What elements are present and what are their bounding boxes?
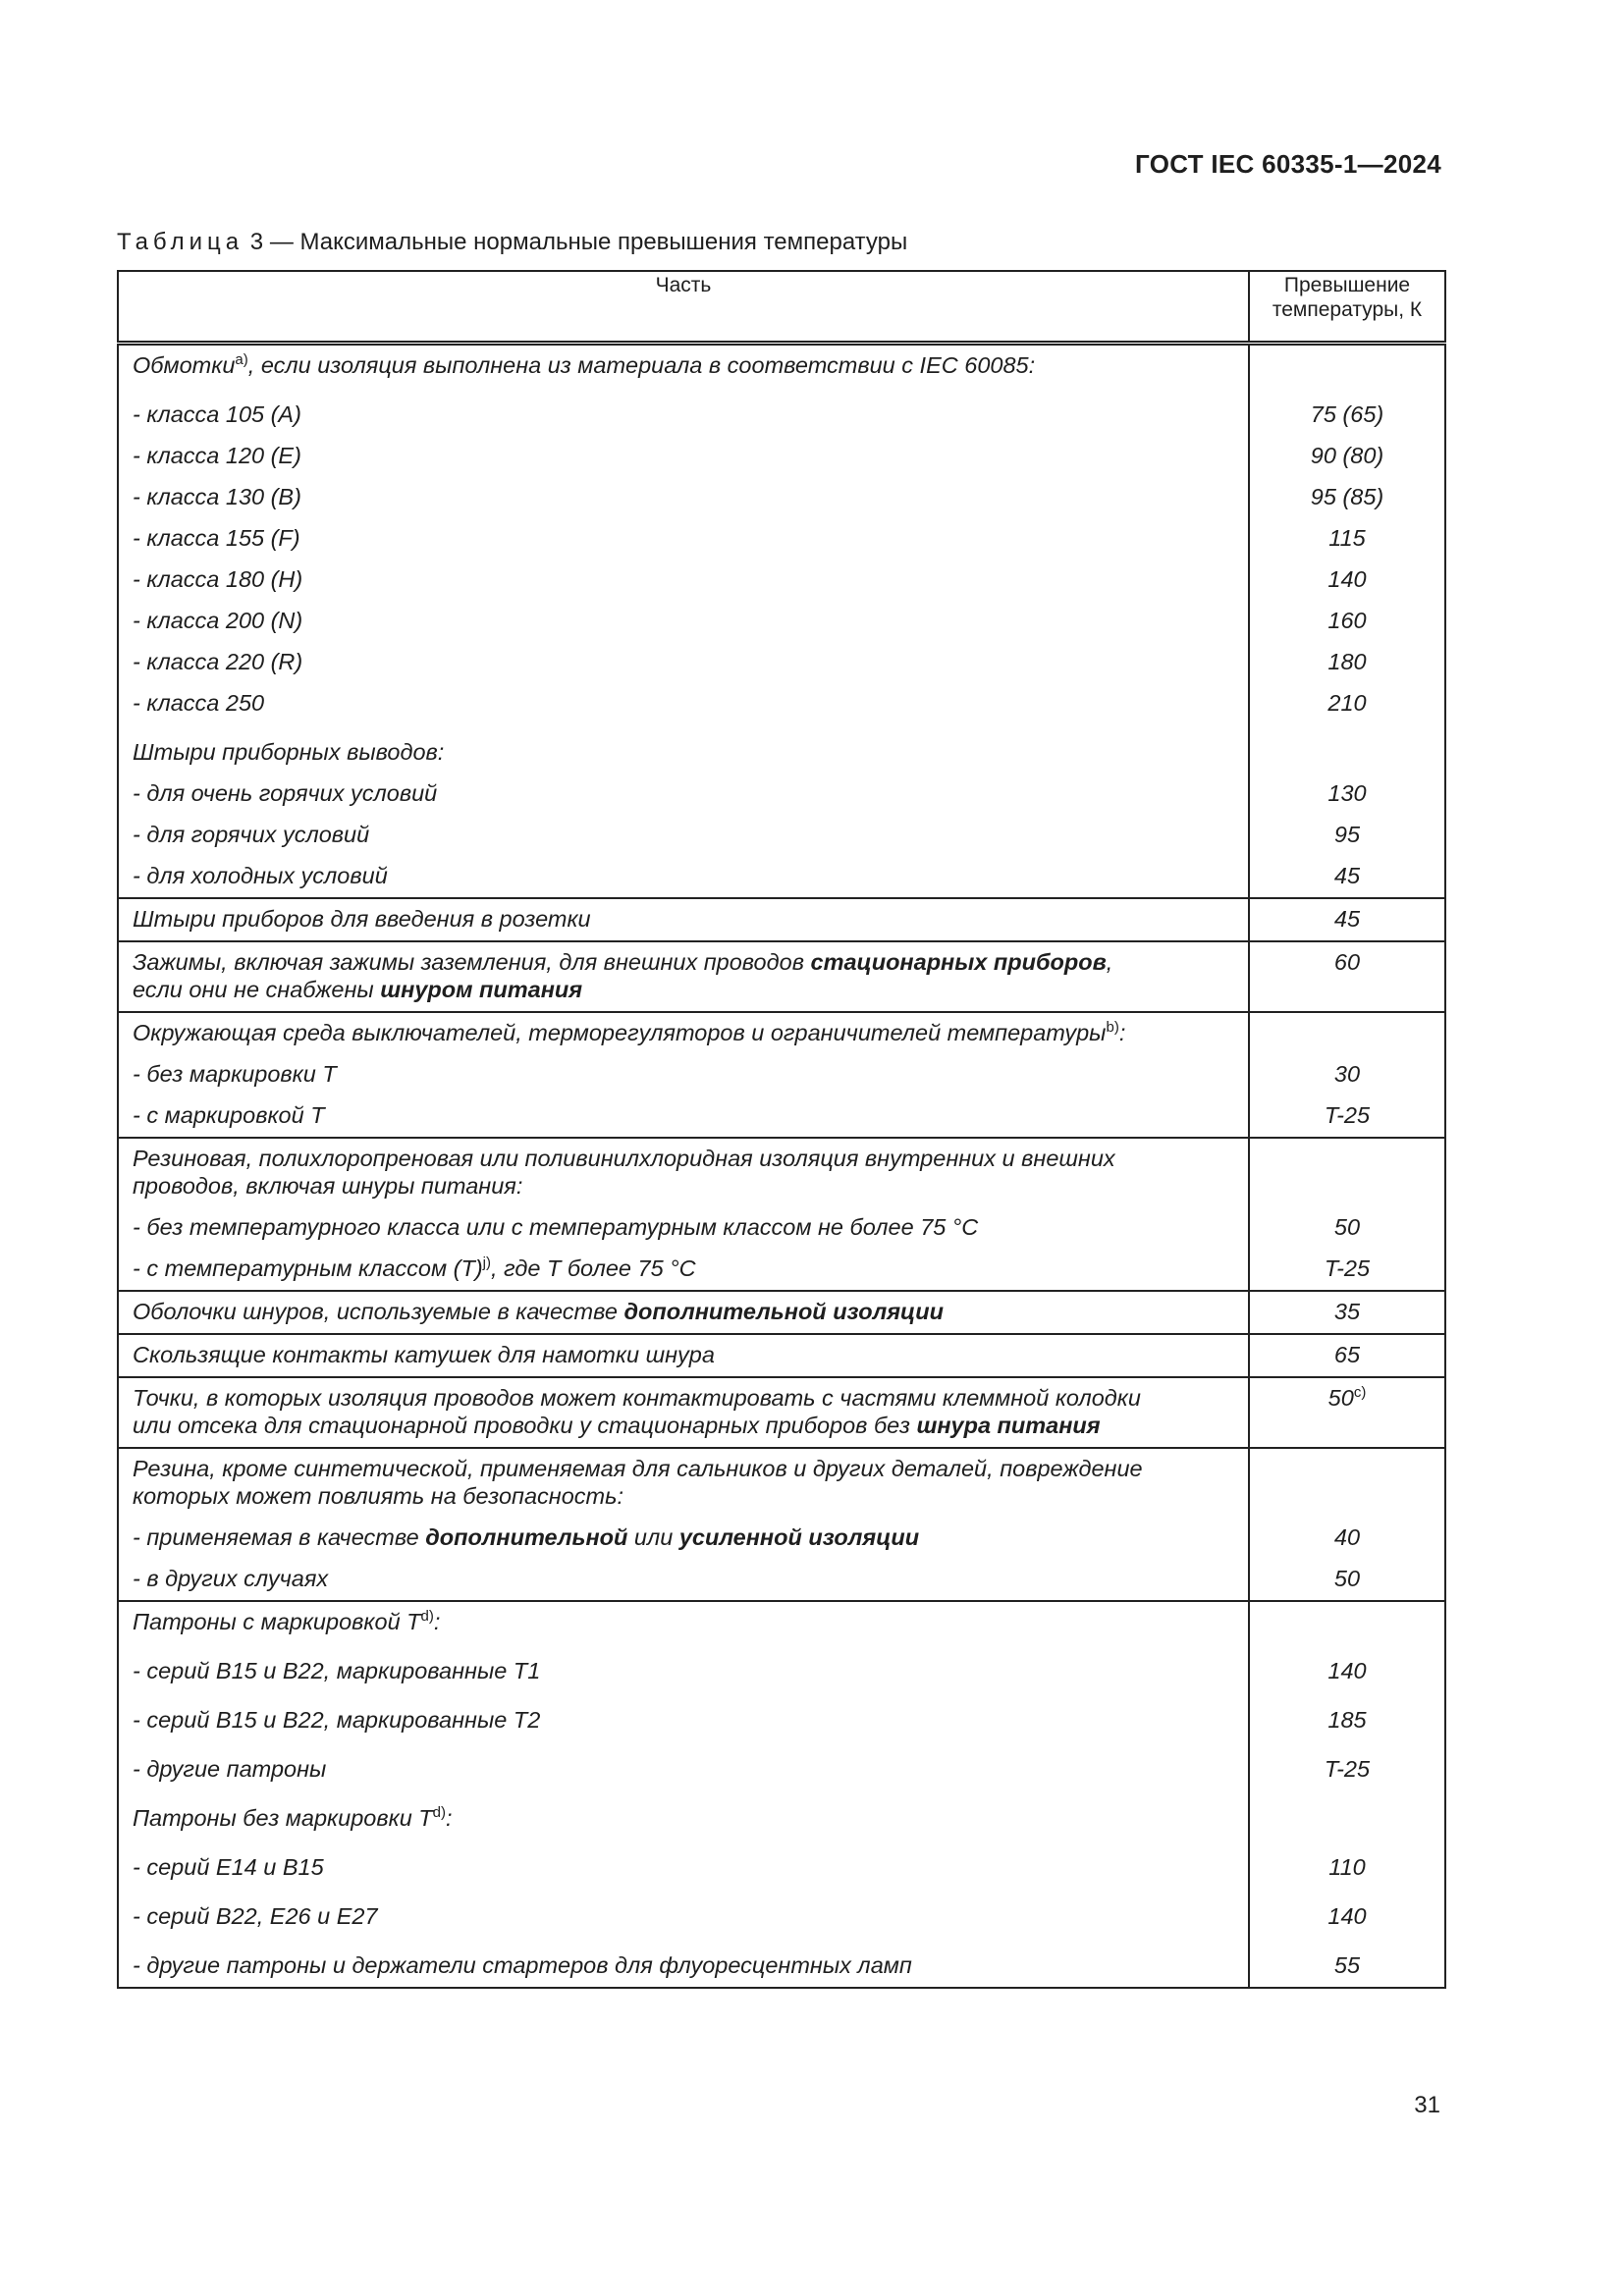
switch-env-values	[1249, 1012, 1445, 1138]
lampholder-row: - другие патроны и держатели стартеров для флуоресцентных ламп	[133, 1952, 912, 1978]
cord-sheaths-part: Оболочки шнуров, используемые в качестве дополнительной изоляции	[118, 1291, 1249, 1334]
lampholder-value: 55	[1333, 1952, 1361, 1978]
temperature-rise-table	[117, 270, 1446, 1989]
lampholder-row: - серий E14 и B15	[133, 1854, 324, 1880]
winding-class-row: - класса 120 (E)	[133, 443, 301, 468]
lampholder-value: 140	[1327, 1903, 1367, 1929]
natural-rubber-values	[1249, 1448, 1445, 1601]
terminals-part: Зажимы, включая зажимы заземления, для внешних проводов стационарных приборов, если они не снабжены шнуром питания	[118, 941, 1249, 1012]
sliding-contacts-part: Скользящие контакты катушек для намотки шнура	[118, 1334, 1249, 1377]
caption-number: 3	[249, 229, 264, 255]
table-row-terminals	[118, 941, 1445, 1012]
caption-label: Таблица	[117, 229, 244, 255]
winding-class-value: 140	[1327, 566, 1367, 592]
lampholders-marked-heading: Патроны с маркировкой $T^{d)}$:	[133, 1608, 441, 1634]
pins-row: - для очень горячих условий	[133, 780, 438, 806]
windings-part	[118, 344, 1249, 899]
socket-pins-part: Штыри приборов для введения в розетки	[118, 898, 1249, 941]
table-row-lampholders	[118, 1601, 1445, 1988]
winding-class-value: 115	[1328, 525, 1366, 551]
terminals-value: 60	[1249, 941, 1445, 1012]
socket-pins-value: 45	[1249, 898, 1445, 941]
lampholder-value: 110	[1328, 1854, 1366, 1880]
natural-rubber-row: - в других случаях	[133, 1566, 329, 1591]
winding-class-value: 180	[1327, 649, 1367, 674]
switch-env-value: T-25	[1324, 1102, 1371, 1128]
switch-env-value: 30	[1333, 1061, 1361, 1087]
lampholders-values	[1249, 1601, 1445, 1988]
table-row-cord-sheaths	[118, 1291, 1445, 1334]
winding-class-value: 75 (65)	[1310, 401, 1384, 427]
natural-rubber-part: Резина, кроме синтетической, применяемая для сальников и других деталей, повреждение которых может повлиять на безопасность: - применяемая в качестве дополнительной или усиленной изоляции - в других случаях	[118, 1448, 1249, 1601]
rubber-pvc-part	[118, 1138, 1249, 1291]
lampholder-value: T-25	[1324, 1756, 1371, 1782]
winding-class-row: - класса 180 (H)	[133, 566, 303, 592]
lampholders-unmarked-heading: Патроны без маркировки $T^{d)}$:	[133, 1804, 453, 1831]
winding-class-row: - класса 155 (F)	[133, 525, 300, 551]
winding-class-row: - класса 250	[133, 690, 265, 716]
lampholder-row: - серий B22, E26 и E27	[133, 1903, 378, 1929]
table-row-switch-environment	[118, 1012, 1445, 1138]
winding-class-row: - класса 130 (B)	[133, 484, 301, 509]
header-value	[1249, 271, 1445, 344]
winding-class-value: 95 (85)	[1310, 484, 1384, 509]
document-code: ГОСТ IEC 60335-1—2024	[1135, 149, 1441, 179]
caption-dash: —	[269, 229, 294, 255]
header-value-line1: Превышение	[1283, 274, 1411, 296]
table-row-contact-points	[118, 1377, 1445, 1448]
rubber-pvc-values	[1249, 1138, 1445, 1291]
table-row-natural-rubber	[118, 1448, 1445, 1601]
windings-heading: Обмотки$^{а)}$, если изоляция выполнена из материала в соответствии с IEC 60085:	[133, 351, 1036, 378]
sliding-contacts-value: 65	[1249, 1334, 1445, 1377]
winding-class-value: 90 (80)	[1310, 443, 1384, 468]
lampholder-value: 140	[1327, 1658, 1367, 1683]
lampholders-part	[118, 1601, 1249, 1988]
winding-class-row: - класса 220 (R)	[133, 649, 303, 674]
rubber-pvc-line1: Резиновая, полихлоропреновая или поливинилхлоридная изоляция внутренних и внешних	[133, 1146, 1115, 1171]
rubber-pvc-row: - без температурного класса или с температурным классом не более 75 °С	[133, 1214, 979, 1240]
winding-class-value: 160	[1327, 608, 1367, 633]
winding-class-row: - класса 105 (А)	[133, 401, 301, 427]
pins-value: 45	[1333, 863, 1361, 888]
natural-rubber-value: 50	[1333, 1566, 1361, 1591]
switch-env-part	[118, 1012, 1249, 1138]
rubber-pvc-value: T-25	[1324, 1255, 1371, 1281]
cord-sheaths-value: 35	[1249, 1291, 1445, 1334]
contact-points-part: Точки, в которых изоляция проводов может контактировать с частями клеммной колодки или отсека для стационарной проводки у стационарных приборов без шнура питания	[118, 1377, 1249, 1448]
windings-values	[1249, 344, 1445, 899]
switch-env-row: - с маркировкой T	[133, 1102, 325, 1128]
header-part: Часть	[118, 271, 1249, 344]
table-row-rubber-pvc	[118, 1138, 1445, 1291]
table-row-windings	[118, 344, 1445, 899]
table-row-sliding-contacts	[118, 1334, 1445, 1377]
lampholder-value: 185	[1327, 1707, 1367, 1733]
pins-value: 95	[1333, 822, 1361, 847]
winding-class-row: - класса 200 (N)	[133, 608, 303, 633]
table-row-socket-pins	[118, 898, 1445, 941]
pins-value: 130	[1327, 780, 1367, 806]
switch-env-row: - без маркировки T	[133, 1061, 337, 1087]
lampholder-row: - серий B15 и B22, маркированные T2	[133, 1707, 541, 1733]
table-header-row	[118, 271, 1445, 344]
pins-row: - для холодных условий	[133, 863, 388, 888]
pins-heading: Штыри приборных выводов:	[133, 739, 445, 765]
lampholder-row: - другие патроны	[133, 1756, 327, 1782]
caption-title: Максимальные нормальные превышения температуры	[299, 229, 908, 255]
lampholder-row: - серий B15 и B22, маркированные T1	[133, 1658, 541, 1683]
switch-env-heading: Окружающая среда выключателей, терморегуляторов и ограничителей температуры$^{b)}$:	[133, 1019, 1126, 1045]
header-value-line2: температуры, К	[1272, 298, 1423, 321]
table-caption	[117, 229, 907, 256]
contact-points-value: 50$^{c)}$	[1249, 1377, 1445, 1448]
rubber-pvc-row: - с температурным классом $(T)^{j)}$, где T более 75 °С	[133, 1255, 696, 1281]
winding-class-value: 210	[1327, 690, 1367, 716]
natural-rubber-row: - применяемая в качестве дополнительной или усиленной изоляции	[133, 1524, 920, 1550]
rubber-pvc-line2: проводов, включая шнуры питания:	[133, 1173, 523, 1199]
pins-row: - для горячих условий	[133, 822, 370, 847]
rubber-pvc-value: 50	[1333, 1214, 1361, 1240]
natural-rubber-value: 40	[1333, 1524, 1361, 1550]
page-number: 31	[1414, 2092, 1440, 2118]
